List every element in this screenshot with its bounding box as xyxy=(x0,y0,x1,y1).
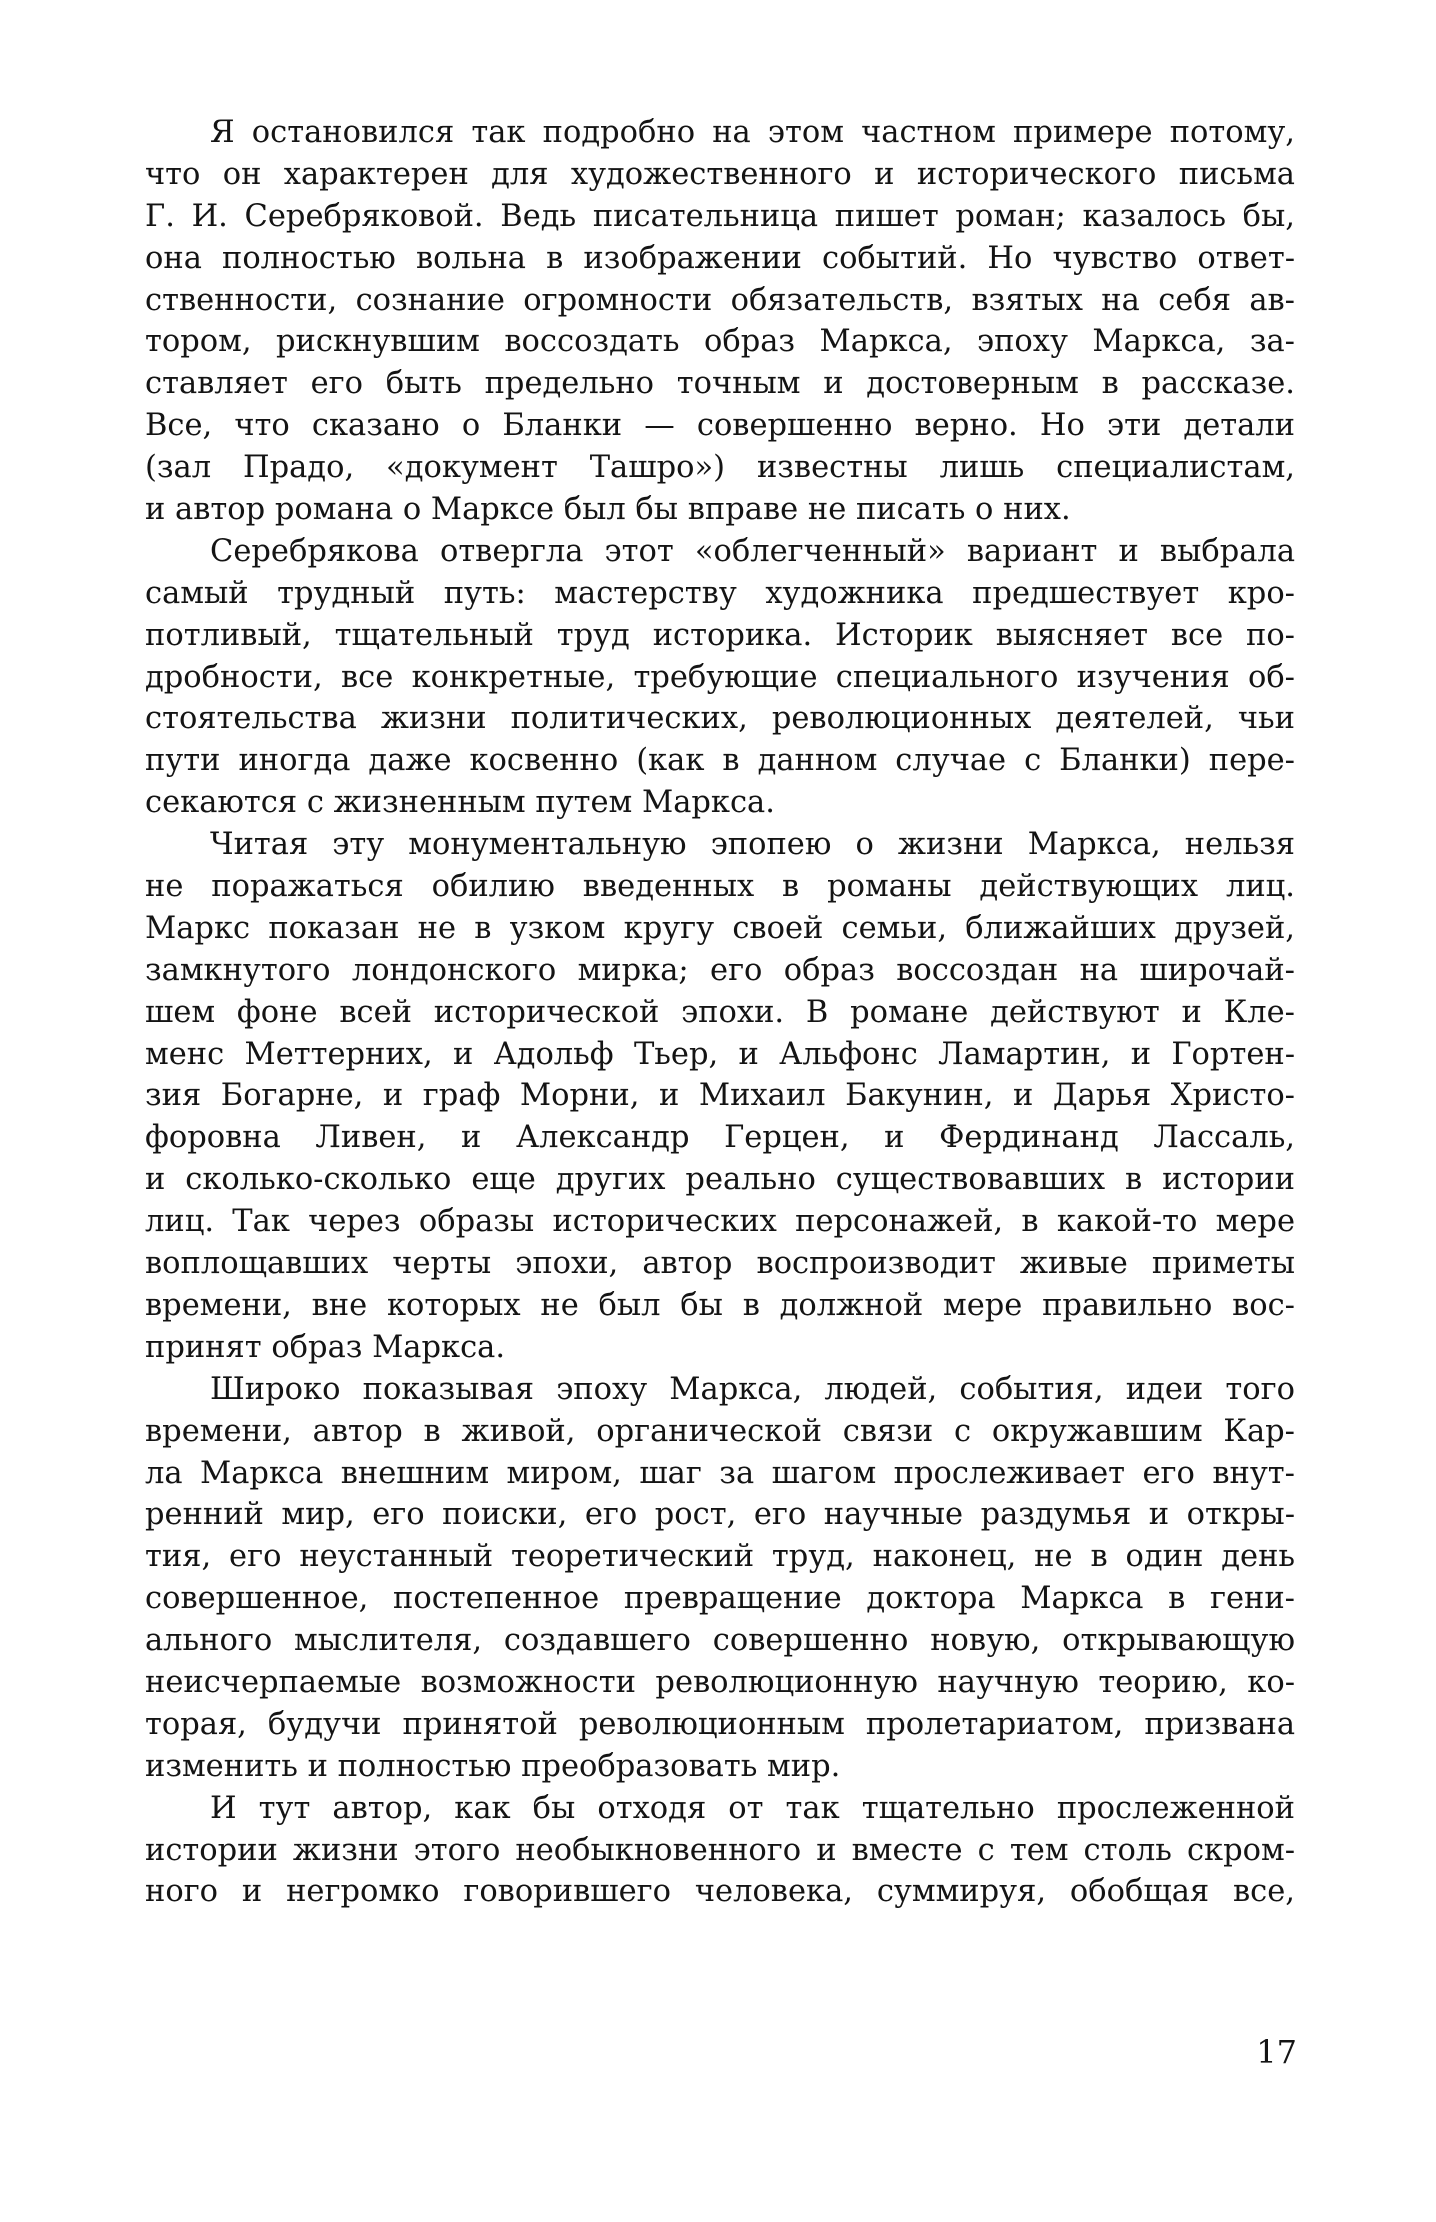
page-number: 17 xyxy=(1256,2033,1297,2071)
text-line: что он характерен для художественного и исторического письма xyxy=(145,156,1295,192)
text-line: зия Богарне, и граф Морни, и Михаил Бакунин, и Дарья Христо- xyxy=(145,1078,1295,1114)
text-line: времени, вне которых не был бы в должной мере правильно вос- xyxy=(145,1287,1295,1323)
body-text xyxy=(145,112,1295,1913)
text-line: и автор романа о Марксе был бы вправе не писать о них. xyxy=(145,492,1071,528)
text-line: Читая эту монументальную эпопею о жизни Маркса, нельзя xyxy=(210,827,1295,863)
text-line: лиц. Так через образы исторических персонажей, в какой-то мере xyxy=(145,1204,1295,1240)
text-line: тором, рискнувшим воссоздать образ Маркса, эпоху Маркса, за- xyxy=(145,324,1295,360)
text-line: Все, что сказано о Бланки — совершенно верно. Но эти детали xyxy=(145,408,1295,444)
text-line: не поражаться обилию введенных в романы действующих лиц. xyxy=(145,869,1295,905)
text-line: ного и негромко говорившего человека, суммируя, обобщая все, xyxy=(145,1874,1295,1910)
text-line: Широко показывая эпоху Маркса, людей, события, идеи того xyxy=(210,1371,1295,1407)
text-line: ренний мир, его поиски, его рост, его научные раздумья и откры- xyxy=(145,1497,1295,1533)
text-line: воплощавших черты эпохи, автор воспроизводит живые приметы xyxy=(145,1246,1295,1282)
text-line: дробности, все конкретные, требующие специального изучения об- xyxy=(145,659,1295,695)
text-line: тия, его неустанный теоретический труд, наконец, не в один день xyxy=(145,1539,1295,1575)
text-line: самый трудный путь: мастерству художника предшествует кро- xyxy=(145,575,1295,611)
text-line: потливый, тщательный труд историка. Историк выясняет все по- xyxy=(145,617,1295,653)
text-line: Маркс показан не в узком кругу своей семьи, ближайших друзей, xyxy=(145,910,1295,946)
text-line: Я остановился так подробно на этом частном примере потому, xyxy=(210,115,1295,150)
text-line: истории жизни этого необыкновенного и вместе с тем столь скром- xyxy=(145,1832,1295,1868)
text-line: шем фоне всей исторической эпохи. В романе действуют и Кле- xyxy=(145,994,1295,1030)
text-line: ального мыслителя, создавшего совершенно новую, открывающую xyxy=(145,1623,1295,1659)
text-line: ственности, сознание огромности обязательств, взятых на себя ав- xyxy=(145,282,1295,318)
text-line: форовна Ливен, и Александр Герцен, и Фердинанд Лассаль, xyxy=(145,1120,1295,1156)
text-line: совершенное, постепенное превращение доктора Маркса в гени- xyxy=(145,1581,1295,1617)
text-line: менс Меттерних, и Адольф Тьер, и Альфонс Ламартин, и Гортен- xyxy=(145,1036,1295,1072)
text-line: она полностью вольна в изображении событий. Но чувство ответ- xyxy=(145,240,1295,276)
text-line: И тут автор, как бы отходя от так тщательно прослеженной xyxy=(210,1790,1295,1826)
text-line: торая, будучи принятой революционным пролетариатом, призвана xyxy=(145,1706,1295,1742)
text-line: секаются с жизненным путем Маркса. xyxy=(145,785,775,821)
text-line: ла Маркса внешним миром, шаг за шагом прослеживает его внут- xyxy=(145,1455,1295,1491)
text-line: ставляет его быть предельно точным и достоверным в рассказе. xyxy=(145,366,1295,402)
text-line: замкнутого лондонского мирка; его образ воссоздан на широчай- xyxy=(145,952,1295,988)
text-line: пути иногда даже косвенно (как в данном случае с Бланки) пере- xyxy=(145,743,1295,779)
text-line: неисчерпаемые возможности революционную научную теорию, ко- xyxy=(145,1664,1295,1700)
text-line: изменить и полностью преобразовать мир. xyxy=(145,1748,841,1784)
text-line: времени, автор в живой, органической связи с окружавшим Кар- xyxy=(145,1413,1295,1449)
text-line: принят образ Маркса. xyxy=(145,1329,506,1365)
text-line: Г. И. Серебряковой. Ведь писательница пишет роман; казалось бы, xyxy=(145,198,1295,234)
text-line: Серебрякова отвергла этот «облегченный» вариант и выбрала xyxy=(210,533,1295,569)
text-line: (зал Прадо, «документ Ташро») известны лишь специалистам, xyxy=(145,450,1295,486)
text-line: стоятельства жизни политических, революционных деятелей, чьи xyxy=(145,701,1295,737)
text-line: и сколько-сколько еще других реально существовавших в истории xyxy=(145,1162,1295,1198)
